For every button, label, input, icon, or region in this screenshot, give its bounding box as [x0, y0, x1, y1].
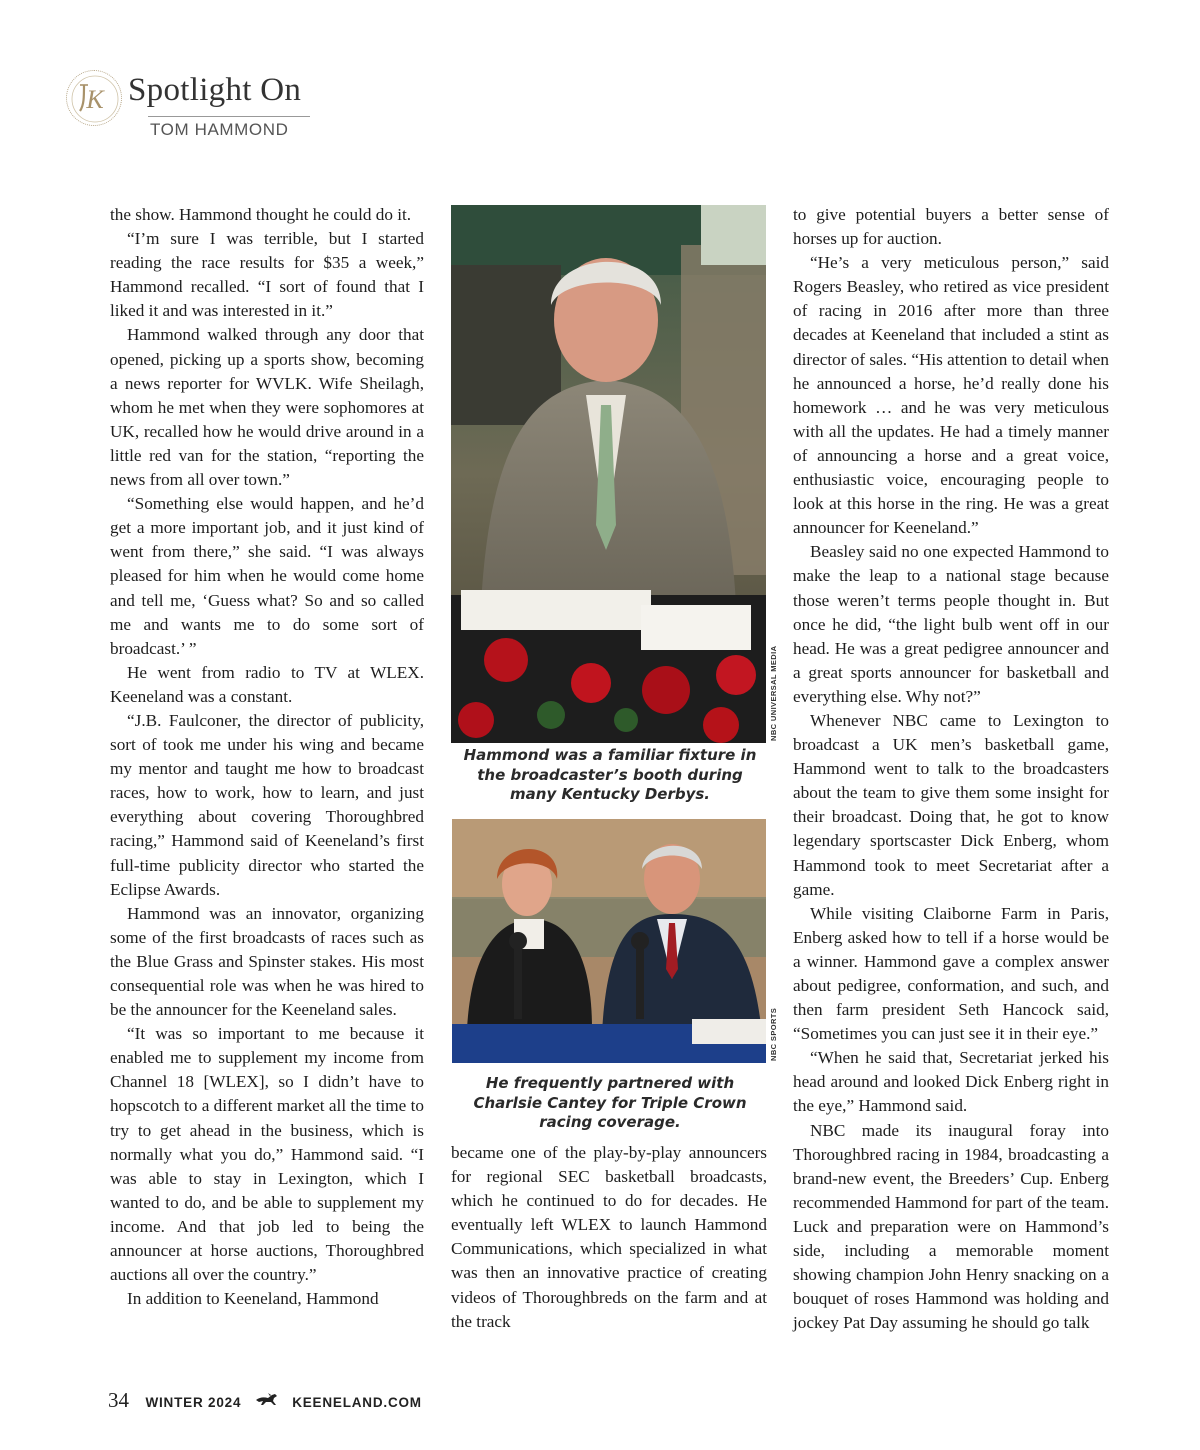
broadcast-duo-image — [452, 819, 766, 1063]
hammond-portrait-image — [451, 205, 766, 743]
paragraph: “He’s a very meticulous person,” said Rogers Beasley, who retired as vice president of racing in 2016 after more than three decades at Keeneland that included a stint as director of sales. “His attention to detail when he announced a horse, he’d really done his homework … and he was very meticulous with all the updates. He had a timely manner of announcing a horse and a great voice, enthusiastic voice, encouraging people to look at this horse in the ring. He was a great announcer for Keeneland.” — [793, 253, 1109, 538]
photo-credit: NBC SPORTS — [769, 1007, 778, 1061]
photo-caption: He frequently partnered with Charlsie Cantey for Triple Crown racing coverage. — [473, 1074, 747, 1131]
running-horse-icon — [254, 1391, 282, 1407]
paragraph: “When he said that, Secretariat jerked his head around and looked Dick Enberg right in the eye,” Hammond said. — [793, 1048, 1109, 1116]
article-column-3 — [793, 203, 1109, 1335]
photo-caption: Hammond was a familiar fixture in the broadcaster’s booth during many Kentucky Derbys. — [463, 746, 757, 803]
paragraph: the show. Hammond thought he could do it. — [110, 205, 412, 224]
paragraph: “J.B. Faulconer, the director of publicity, sort of took me under his wing and became my mentor and taught me how to broadcast races, how to work, how to learn, and just everything about covering Thoroughbred racing,” Hammond said of Keeneland’s first full-time publicity director who started the Eclipse Awards. — [110, 710, 424, 899]
paragraph: “Something else would happen, and he’d get a more important job, and it just kind of went from there,” she said. “I was always pleased for him when he would come home and tell me, ‘Guess what? So and so called me and wants me to do some sort of broadcast.’ ” — [110, 494, 424, 658]
article-column-2 — [451, 1141, 767, 1334]
paragraph: NBC made its inaugural foray into Thoroughbred racing in 1984, broadcasting a brand-new event, the Breeders’ Cup. Enberg recommended Hammond for part of the team. Luck and preparation were on Hammond’s side, including a memorable moment showing champion John Henry snacking on a bouquet of roses Hammond was holding and jockey Pat Day assuming he should go talk — [793, 1120, 1109, 1333]
section-subtitle: TOM HAMMOND — [150, 120, 289, 139]
website-label: KEENELAND.COM — [292, 1395, 422, 1410]
photo-hammond-booth — [451, 205, 766, 743]
page-number: 34 — [108, 1388, 129, 1412]
section-title: Spotlight On — [128, 72, 302, 108]
photo-hammond-cantey — [452, 819, 766, 1063]
header-divider — [148, 116, 310, 117]
keeneland-logo — [66, 70, 122, 126]
section-header — [66, 68, 316, 148]
paragraph: to give potential buyers a better sense of horses up for auction. — [793, 205, 1109, 249]
paragraph: In addition to Keeneland, Hammond — [127, 1289, 379, 1309]
photo-credit: NBC UNIVERSAL MEDIA — [769, 645, 778, 741]
paragraph: Beasley said no one expected Hammond to make the leap to a national stage because those weren’t terms people thought in. But once he did, “the light bulb went off in our head. He was a great pedigree announcer and a great sports announcer for basketball and everything else. Why not?” — [793, 542, 1109, 706]
paragraph: Hammond was an innovator, organizing some of the first broadcasts of races such as the Blue Grass and Spinster stakes. His most consequential role was when he was hired to be the announcer for the Keeneland sales. — [110, 903, 424, 1020]
issue-label: WINTER 2024 — [145, 1395, 242, 1410]
paragraph: “I’m sure I was terrible, but I started reading the race results for $35 a week,” Hammond recalled. “I sort of found that I liked it and was interested in it.” — [110, 229, 424, 321]
paragraph: Hammond walked through any door that opened, picking up a sports show, becoming a news reporter for WVLK. Wife Sheilagh, whom he met when they were sophomores at UK, recalled how he would drive around in a little red van for the station, “reporting the news from all over town.” — [110, 325, 424, 490]
paragraph: became one of the play-by-play announcers for regional SEC basketball broadcasts, which he continued to do for decades. He eventually left WLEX to launch Hammond Communications, which specialized in what was then an innovative practice of creating videos of Thoroughbreds on the farm and at the track — [451, 1143, 767, 1331]
svg-text:K: K — [86, 85, 104, 114]
paragraph: Whenever NBC came to Lexington to broadcast a UK men’s basketball game, Hammond went to talk to the broadcasters about the team to give them some insight for their broadcast. Doing that, he got to know legendary sportscaster Dick Enberg, whom Hammond took to meet Secretariat after a game. — [793, 710, 1109, 899]
paragraph: “It was so important to me because it enabled me to supplement my income from Channel 18 [WLEX], so I didn’t have to hopscotch to a different market all the time to try to get ahead in the business, which is normally what you do,” Hammond said. “I was able to stay in Lexington, which I wanted to do, and be able to supplement my income. And that job led to being the announcer at horse auctions, Thoroughbred auctions all over the country.” — [110, 1024, 424, 1285]
paragraph: While visiting Claiborne Farm in Paris, Enberg asked how to tell if a horse would be a winner. Hammond gave a complex answer about pedigree, conformation, and such, and then farm president Seth Hancock said, “Sometimes you can just see it in their eye.” — [793, 903, 1109, 1044]
article-column-1 — [110, 203, 424, 1311]
page-footer — [108, 1388, 422, 1412]
paragraph: He went from radio to TV at WLEX. Keeneland was a constant. — [110, 662, 424, 706]
ka-monogram-icon — [67, 71, 123, 127]
